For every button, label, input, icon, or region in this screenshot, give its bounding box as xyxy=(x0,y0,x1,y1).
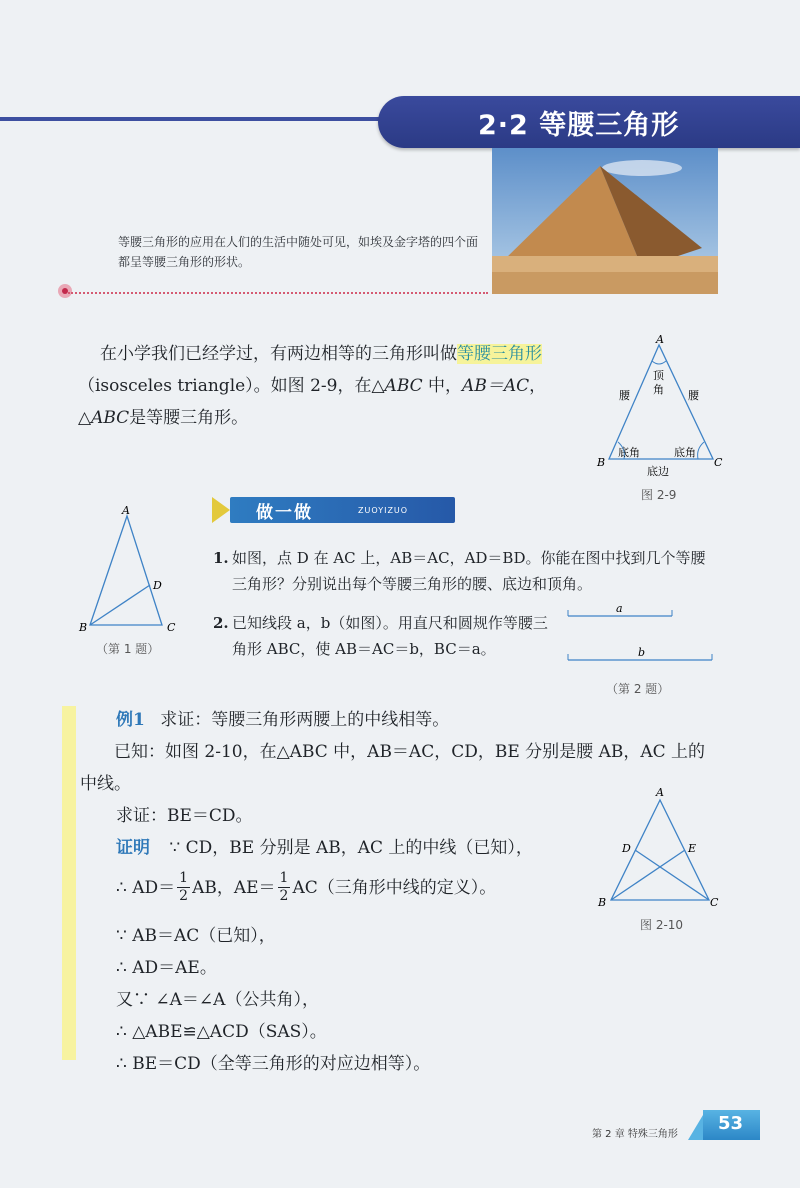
pyramid-photo xyxy=(492,148,718,294)
q1-caption: （第 1 题） xyxy=(96,642,160,656)
exercise-2-number: 2. xyxy=(213,614,229,632)
fraction-1-num: 1 xyxy=(179,870,189,886)
proof-line-1 xyxy=(116,832,533,864)
intro-paragraph xyxy=(78,338,578,434)
figure-q1 xyxy=(80,505,190,635)
dotted-rule xyxy=(68,292,488,294)
fig29-apex-bottom: 角 xyxy=(653,383,664,396)
q1-vertex-b: B xyxy=(79,621,88,634)
q1-vertex-a: A xyxy=(122,504,130,517)
exercise-1-number: 1. xyxy=(213,549,229,567)
intro-text-3: 中， xyxy=(422,376,463,396)
photo-caption: 等腰三角形的应用在人们的生活中随处可见，如埃及金字塔的四个面都呈等腰三角形的形状。 xyxy=(118,235,479,269)
fig210-vertex-a: A xyxy=(656,786,664,799)
page-number: 53 xyxy=(718,1113,744,1134)
intro-abc-2: ABC xyxy=(91,408,130,428)
segment-a-label: a xyxy=(616,602,623,615)
fig210-vertex-e: E xyxy=(688,842,697,855)
do-it-arrow-icon xyxy=(212,497,230,523)
intro-abc: ABC xyxy=(384,376,423,396)
term-isosceles: 等腰三角形 xyxy=(457,344,542,364)
fraction-1-den: 2 xyxy=(179,888,189,904)
fig29-waist-left: 腰 xyxy=(619,389,630,402)
example-label: 例1 xyxy=(116,710,145,730)
exercise-1-text: 如图，点 D 在 AC 上，AB＝AC，AD＝BD。你能在图中找到几个等腰三角形？分别说出每个等腰三角形的腰、底边和顶角。 xyxy=(232,549,706,593)
fraction-2-num: 1 xyxy=(279,870,289,886)
intro-text-5: 是等腰三角形。 xyxy=(129,408,249,428)
do-it-pinyin: ZUOYIZUO xyxy=(358,506,409,515)
intro-text-2: （isosceles triangle）。如图 2-9，在△ xyxy=(78,376,385,396)
fig29-base-angle-left: 底角 xyxy=(618,446,640,459)
example-header xyxy=(116,704,449,736)
proof-line-6: ∴ △ABE≌△ACD（SAS）。 xyxy=(116,1022,327,1042)
fig210-vertex-b: B xyxy=(598,896,607,909)
proof-line-5: 又∵ ∠A＝∠A（公共角）， xyxy=(116,990,319,1010)
example-given: 已知：如图 2-10，在△ABC 中，AB＝AC，CD，BE 分别是腰 AB，AC 上的中线。 xyxy=(80,742,706,794)
fig210-vertex-d: D xyxy=(622,842,631,855)
example-statement: 求证：等腰三角形两腰上的中线相等。 xyxy=(160,710,450,730)
fig29-waist-right: 腰 xyxy=(688,389,699,402)
fraction-half-1 xyxy=(177,870,190,905)
bullet-dot xyxy=(58,284,72,298)
header-rule xyxy=(0,117,390,121)
q2-caption: （第 2 题） xyxy=(606,682,670,696)
intro-eq: AB＝AC xyxy=(462,376,530,396)
fig29-vertex-c: C xyxy=(714,456,723,469)
intro-text-4: ， xyxy=(529,376,547,396)
exercise-2-text: 已知线段 a，b（如图）。用直尺和圆规作等腰三角形 ABC，使 AB＝AC＝b，BC＝a。 xyxy=(232,614,548,658)
figure-2-10 xyxy=(596,782,726,912)
section-title: 2·2 等腰三角形 xyxy=(478,110,680,141)
fig29-base-angle-right: 底角 xyxy=(674,446,696,459)
fraction-half-2 xyxy=(278,870,291,905)
fig29-base: 底边 xyxy=(647,465,669,478)
fig29-caption: 图 2-9 xyxy=(641,488,677,502)
figure-2-9 xyxy=(596,333,726,483)
figure-q2-segments xyxy=(562,598,722,668)
fig210-caption: 图 2-10 xyxy=(640,918,684,932)
proof-line-2-mid: AB，AE＝ xyxy=(192,877,276,898)
q1-vertex-c: C xyxy=(167,621,176,634)
proof-line-7: ∴ BE＝CD（全等三角形的对应边相等）。 xyxy=(116,1054,431,1074)
intro-text-1: 在小学我们已经学过，有两边相等的三角形叫做 xyxy=(100,344,457,364)
segment-b-label: b xyxy=(638,646,646,659)
intro-triangle-symbol: △ xyxy=(78,408,92,428)
proof-line-2 xyxy=(116,870,496,905)
proof-line-2-end: AC（三角形中线的定义）。 xyxy=(292,877,497,898)
fraction-2-den: 2 xyxy=(279,888,289,904)
do-it-title: 做一做 xyxy=(256,503,313,523)
fig29-vertex-b: B xyxy=(597,456,606,469)
proof-line-2-start: ∴ AD＝ xyxy=(116,877,176,898)
proof-line-3: ∵ AB＝AC（已知）， xyxy=(116,926,276,946)
proof-label: 证明 xyxy=(116,838,150,858)
proof-line-4: ∴ AD＝AE。 xyxy=(116,958,217,978)
fig29-apex-top: 顶 xyxy=(653,369,664,382)
example-prove: 求证：BE＝CD。 xyxy=(116,806,253,826)
fig29-vertex-a: A xyxy=(656,333,664,346)
chapter-label: 第 2 章 特殊三角形 xyxy=(592,1129,678,1140)
fig210-vertex-c: C xyxy=(710,896,719,909)
q1-vertex-d: D xyxy=(153,579,162,592)
proof-line-1-text: ∵ CD，BE 分别是 AB，AC 上的中线（已知）， xyxy=(169,838,533,858)
example-margin-bar xyxy=(62,706,76,1060)
